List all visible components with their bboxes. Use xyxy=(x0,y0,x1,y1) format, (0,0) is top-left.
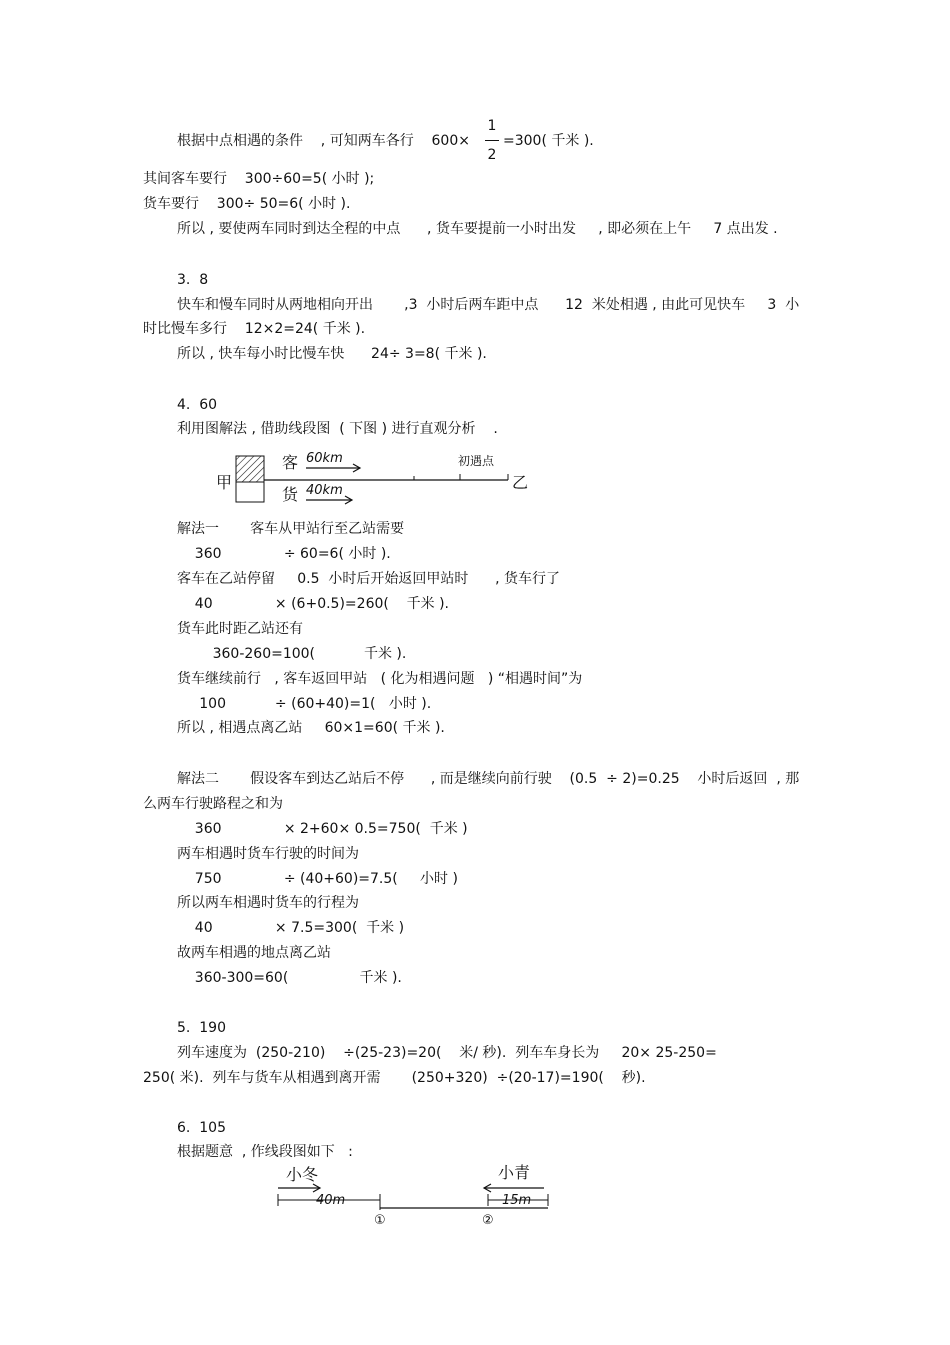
sol1-line2: 客车在乙站停留 0.5 小时后开始返回甲站时 , 货车行了 xyxy=(177,571,561,587)
sec6-intro: 根据题意 , 作线段图如下 : xyxy=(177,1144,353,1160)
station-a-box-bottom xyxy=(236,482,264,502)
sol2-line7: 故两车相遇的地点离乙站 xyxy=(177,945,331,961)
speed-ke: 60km xyxy=(306,451,343,466)
sol1-line3: 40 × (6+0.5)=260( 千米 ). xyxy=(177,596,450,612)
mark-1: ① xyxy=(374,1213,386,1228)
label-xiaoqing: 小青 xyxy=(498,1163,531,1182)
sec3-heading: 3. 8 xyxy=(177,272,209,288)
segment-diagram-1 xyxy=(212,448,542,508)
sec5-line1: 列车速度为 (250-210) ÷(25-23)=20( 米/ 秒). 列车车身长为 20× 25-250= xyxy=(177,1045,717,1061)
sol2-line6: 40 × 7.5=300( 千米 ) xyxy=(177,920,405,936)
sec2-line3: 货车要行 300÷ 50=6( 小时 ). xyxy=(143,196,351,212)
sec4-intro: 利用图解法 , 借助线段图 ( 下图 ) 进行直观分析 . xyxy=(177,421,498,437)
sec2-line2: 其间客车要行 300÷60=5( 小时 ); xyxy=(143,171,375,187)
dist-40m: 40m xyxy=(316,1193,346,1208)
sol1-line5: 360-260=100( 千米 ). xyxy=(177,646,407,662)
sol1-line8: 所以 , 相遇点离乙站 60×1=60( 千米 ). xyxy=(177,720,445,736)
speed-huo: 40km xyxy=(306,483,343,498)
sol2-line2: 360 × 2+60× 0.5=750( 千米 ) xyxy=(177,821,468,837)
sec3-line2: 时比慢车多行 12×2=24( 千米 ). xyxy=(143,321,366,337)
mark-2: ② xyxy=(482,1213,494,1228)
station-a-box-top xyxy=(236,456,264,482)
sol1-line4: 货车此时距乙站还有 xyxy=(177,621,303,637)
sol1-line0: 解法一 客车从甲站行至乙站需要 xyxy=(177,521,405,537)
sec6-heading: 6. 105 xyxy=(177,1120,226,1136)
sec2-line4: 所以 , 要使两车同时到达全程的中点 , 货车要提前一小时出发 , 即必须在上午 7 点出发 . xyxy=(177,221,778,237)
sec2-line1a: 根据中点相遇的条件 , 可知两车各行 600× xyxy=(177,133,470,149)
label-huo: 货 xyxy=(282,485,299,504)
label-meet: 初遇点 xyxy=(458,454,495,468)
sol2-line8: 360-300=60( 千米 ). xyxy=(177,970,402,986)
fraction-numerator: 1 xyxy=(487,118,497,134)
label-yi: 乙 xyxy=(512,473,529,492)
sec3-line1: 快车和慢车同时从两地相向开出 ,3 小时后两车距中点 12 米处相遇 , 由此可见快车 3 小 xyxy=(177,297,800,313)
sol1-line7: 100 ÷ (60+40)=1( 小时 ). xyxy=(177,696,432,712)
label-xiaodong: 小冬 xyxy=(286,1165,319,1184)
sec2-line1b: =300( 千米 ). xyxy=(503,133,594,149)
label-ke: 客 xyxy=(282,453,299,472)
sol2-line0: 解法二 假设客车到达乙站后不停 , 而是继续向前行驶 (0.5 ÷ 2)=0.25 小时后返回 , 那 xyxy=(177,771,800,787)
sol2-line1: 么两车行驶路程之和为 xyxy=(143,796,283,812)
sec5-heading: 5. 190 xyxy=(177,1020,226,1036)
label-jia: 甲 xyxy=(216,473,233,492)
sol2-line3: 两车相遇时货车行驶的时间为 xyxy=(177,846,359,862)
sec5-line2: 250( 米). 列车与货车从相遇到离开需 (250+320) ÷(20-17)=190( 秒). xyxy=(143,1070,646,1086)
fraction-denominator: 2 xyxy=(487,147,497,163)
dist-15m: 15m xyxy=(502,1193,532,1208)
sol2-line4: 750 ÷ (40+60)=7.5( 小时 ) xyxy=(177,871,458,887)
sol2-line5: 所以两车相遇时货车的行程为 xyxy=(177,895,359,911)
sol1-line1: 360 ÷ 60=6( 小时 ). xyxy=(177,546,391,562)
sol1-line6: 货车继续前行 , 客车返回甲站 ( 化为相遇问题 ) “相遇时间”为 xyxy=(177,671,583,687)
fraction-bar xyxy=(485,140,499,141)
sec3-line3: 所以 , 快车每小时比慢车快 24÷ 3=8( 千米 ). xyxy=(177,346,487,362)
segment-diagram-2 xyxy=(272,1160,562,1230)
sec4-heading: 4. 60 xyxy=(177,397,218,413)
